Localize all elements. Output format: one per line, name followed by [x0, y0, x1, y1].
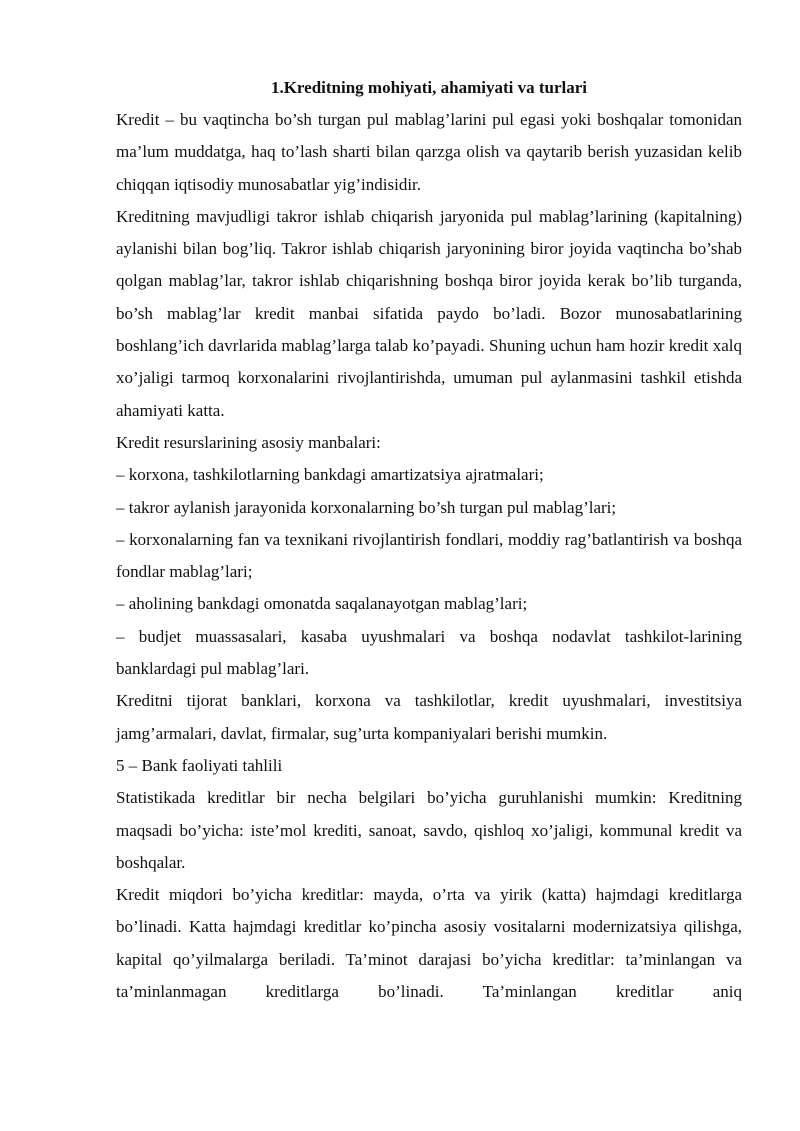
paragraph-credit-size: Kredit miqdori bo’yicha kreditlar: mayda, o’rta va yirik (katta) hajmdagi kreditlarga bo’linadi. Katta hajmdagi kreditlar ko’pincha asosiy vositalarni modernizatsiya qilishga, kapital qo’yilmalarga beriladi. Ta’minot darajasi bo’yicha kreditlar: ta’minlangan va ta’minlanmagan kreditlarga bo’linadi. Ta’minlangan kreditlar aniq — [116, 885, 742, 1002]
paragraph-credit-existence: Kreditning mavjudligi takror ishlab chiqarish jaryonida pul mablag’larining (kapitalning) aylanishi bilan bog’liq. Takror ishlab chiqarish jaryonining biror joyida vaqtincha bo’shab qolgan mablag’lar, takror ishlab chiqarishning boshqa biror joyida kerak bo’lib turganda, bo’sh mablag’lar kredit manbai sifatida paydo bo’ladi. Bozor munosabatlarining boshlang’ich davrlarida mablag’larga talab ko’payadi. Shuning uchun ham hozir kredit xalq xo’jaligi tarmoq korxonalarini rivojlantirishda, umuman pul aylanmasini tashkil etishda ahamiyati katta. — [116, 206, 742, 420]
paragraph-credit-definition: Kredit – bu vaqtincha bo’sh turgan pul mablag’larini pul egasi yoki boshqalar tomonidan ma’lum muddatga, haq to’lash sharti bilan qarzga olish va qaytarib berish yuzasidan kelib chiqqan iqtisodiy munosabatlar yig’indisidir. — [116, 110, 742, 194]
document-page — [116, 72, 742, 1008]
list-item-amortization: – korxona, tashkilotlarning bankdagi amartizatsiya ajratmalari; — [116, 465, 544, 485]
paragraph-credit-grouping: Statistikada kreditlar bir necha belgilari bo’yicha guruhlanishi mumkin: Kreditning maqsadi bo’yicha: iste’mol krediti, sanoat, savdo, qishloq xo’jaligi, kommunal kredit va boshqalar. — [116, 788, 742, 872]
list-item-deposits: – aholining bankdagi omonatda saqalanayotgan mablag’lari; — [116, 594, 528, 614]
list-item-development-funds: – korxonalarning fan va texnikani rivojlantirish fondlari, moddiy rag’batlantirish va boshqa fondlar mablag’lari; — [116, 529, 742, 582]
list-item-budget-organizations: – budjet muassasalari, kasaba uyushmalari va boshqa nodavlat tashkilot-larining banklardagi pul mablag’lari. — [116, 626, 742, 679]
paragraph-resources-heading: Kredit resurslarining asosiy manbalari: — [116, 432, 381, 452]
list-item-free-funds: – takror aylanish jarayonida korxonalarning bo’sh turgan pul mablag’lari; — [116, 497, 617, 517]
section-title: 1.Kreditning mohiyati, ahamiyati va turlari — [270, 78, 588, 97]
subsection-heading: 5 – Bank faoliyati tahlili — [116, 755, 283, 775]
paragraph-credit-providers: Kreditni tijorat banklari, korxona va tashkilotlar, kredit uyushmalari, investitsiya jamg’armalari, davlat, firmalar, sug’urta kompaniyalari berishi mumkin. — [116, 691, 742, 743]
